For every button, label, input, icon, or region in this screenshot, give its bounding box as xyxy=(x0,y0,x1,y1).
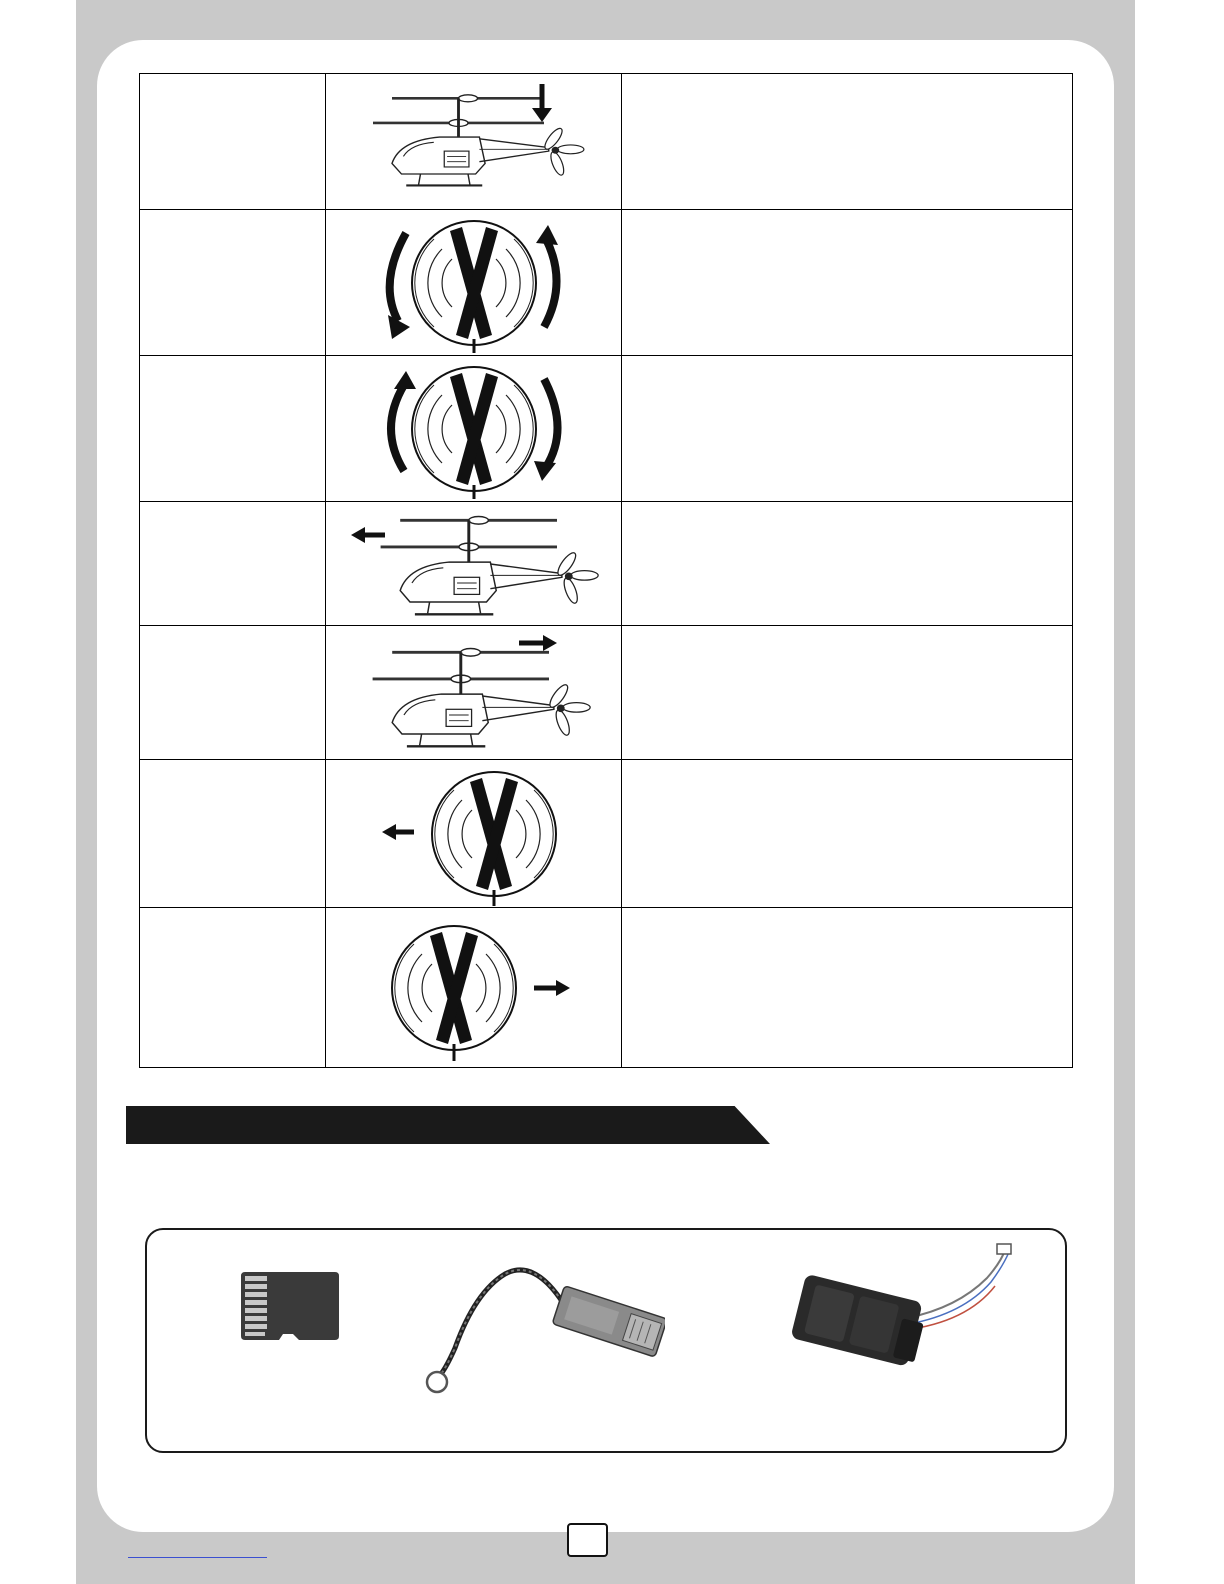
control-description xyxy=(622,760,1073,908)
control-label xyxy=(140,908,326,1068)
footer-link-underline[interactable] xyxy=(128,1557,267,1558)
table-row xyxy=(140,502,1073,626)
flight-controls-table xyxy=(139,73,1073,1068)
table-row xyxy=(140,626,1073,760)
table-row xyxy=(140,210,1073,356)
table-row xyxy=(140,908,1073,1068)
helicopter-forward-icon xyxy=(326,502,622,626)
control-description xyxy=(622,908,1073,1068)
table-row xyxy=(140,760,1073,908)
table-row xyxy=(140,356,1073,502)
control-description xyxy=(622,210,1073,356)
rotor-sideways-right-icon xyxy=(326,908,622,1068)
accessories-box xyxy=(145,1228,1067,1453)
rotor-spin-right-icon xyxy=(326,356,622,502)
control-label xyxy=(140,74,326,210)
control-description xyxy=(622,626,1073,760)
helicopter-backward-icon xyxy=(326,626,622,760)
control-label xyxy=(140,760,326,908)
control-label xyxy=(140,210,326,356)
control-description xyxy=(622,74,1073,210)
control-description xyxy=(622,502,1073,626)
usb-card-reader-icon xyxy=(415,1248,665,1398)
page-number xyxy=(567,1523,608,1557)
control-label xyxy=(140,626,326,760)
section-heading-bar xyxy=(126,1106,770,1144)
micro-sd-card-icon xyxy=(239,1270,341,1344)
helicopter-descend-icon xyxy=(326,74,622,210)
control-description xyxy=(622,356,1073,502)
camera-module-icon xyxy=(787,1238,1017,1398)
control-label xyxy=(140,356,326,502)
control-label xyxy=(140,502,326,626)
rotor-sideways-left-icon xyxy=(326,760,622,908)
table-row xyxy=(140,74,1073,210)
rotor-spin-left-icon xyxy=(326,210,622,356)
